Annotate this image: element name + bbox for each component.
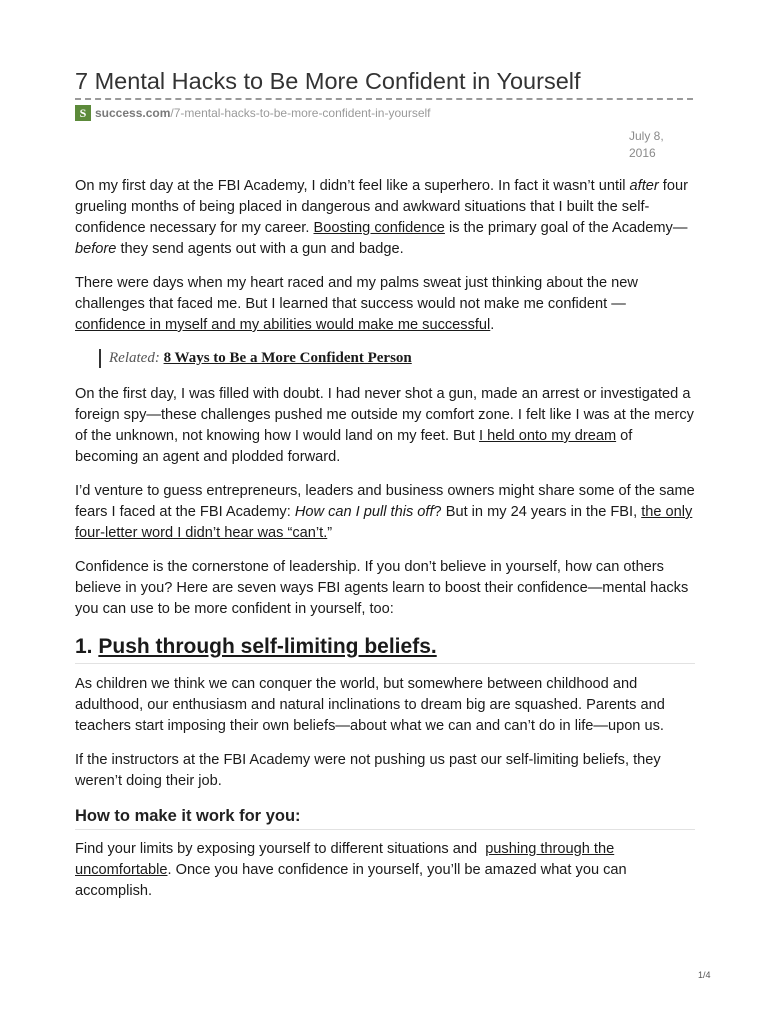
paragraph-8 xyxy=(75,839,695,902)
p4-text-c: ” xyxy=(327,525,333,541)
p4-italic-question: How can I pull this off xyxy=(294,504,434,520)
article-body xyxy=(75,176,695,915)
paragraph-7: If the instructors at the FBI Academy were not pushing us past our self-limiting beliefs, they weren’t doing their job. xyxy=(75,752,661,789)
p3-text-a: On the first day, I was filled with doubt. I had never shot a gun, made an arrest or investigated a foreign spy—these challenges pushed me outside my comfort zone. I felt like I was at the mercy of the unknown, not knowing how I would land on my feet. But xyxy=(75,386,694,444)
p2-text-a: There were days when my heart raced and my palms sweat just thinking about the new challenges that faced me. But I learned that success would not make me confident — xyxy=(75,275,638,312)
source-domain[interactable]: success.com xyxy=(95,106,171,120)
paragraph-4 xyxy=(75,481,695,544)
p4-text-a: I’d venture to guess entrepreneurs, leaders and business owners might share some of the same fears I faced at the FBI Academy: xyxy=(75,483,695,520)
related-callout xyxy=(99,349,695,368)
section-1-heading xyxy=(75,633,695,664)
paragraph-2 xyxy=(75,273,695,336)
p4-text-b: ? But in my 24 years in the FBI, xyxy=(433,504,642,520)
related-prefix: Related: xyxy=(109,350,160,366)
four-letter-word-link[interactable]: the only four-letter word I didn’t hear was “can’t. xyxy=(75,504,693,541)
subheading-how-to: How to make it work for you: xyxy=(75,805,695,830)
paragraph-6: As children we think we can conquer the world, but somewhere between childhood and adulthood, our enthusiasm and natural inclinations to dream big are squashed. Parents and teachers start imposing their own beliefs—about what we can and can’t do in life—upon us. xyxy=(75,676,665,734)
p1-text-c: is the primary goal of the Academy— xyxy=(444,220,688,236)
paragraph-1 xyxy=(75,176,695,260)
source-line xyxy=(75,104,431,122)
paragraph-5: Confidence is the cornerstone of leadership. If you don’t believe in yourself, how can others believe in you? Here are seven ways FBI agents learn to boost their confidence—mental hacks you can use to be more confident in yourself, too: xyxy=(75,559,689,617)
paragraph-3 xyxy=(75,384,695,468)
p1-italic-after: after xyxy=(629,178,659,194)
p1-text-a: On my first day at the FBI Academy, I didn’t feel like a superhero. In fact it wasn’t until xyxy=(75,178,630,194)
boosting-confidence-link[interactable]: Boosting confidence xyxy=(313,220,445,236)
date-month-day: July 8, xyxy=(629,129,664,143)
section-1-number: 1. xyxy=(75,635,99,658)
publish-date xyxy=(629,128,669,162)
p3-text-b: of becoming an agent and plodded forward. xyxy=(75,428,633,465)
success-logo-icon: S xyxy=(75,105,91,121)
section-1-heading-link[interactable]: Push through self-limiting beliefs. xyxy=(98,635,437,658)
page-number: 1/4 xyxy=(698,970,711,980)
page-title: 7 Mental Hacks to Be More Confident in Yourself xyxy=(75,66,693,100)
p8-text-b: . Once you have confidence in yourself, you’ll be amazed what you can accomplish. xyxy=(75,862,627,899)
p2-text-b: . xyxy=(490,317,495,333)
p8-text-a: Find your limits by exposing yourself to different situations and xyxy=(75,841,486,857)
p1-italic-before: before xyxy=(75,241,117,257)
p1-text-d: they send agents out with a gun and badge. xyxy=(116,241,404,257)
source-path[interactable]: /7-mental-hacks-to-be-more-confident-in-yourself xyxy=(170,106,431,120)
confidence-in-myself-link[interactable]: confidence in myself and my abilities would make me successful xyxy=(75,317,491,333)
date-year: 2016 xyxy=(629,146,656,160)
related-article-link[interactable]: 8 Ways to Be a More Confident Person xyxy=(163,350,412,366)
held-onto-dream-link[interactable]: I held onto my dream xyxy=(479,428,617,444)
pushing-through-link[interactable]: pushing through the uncomfortable xyxy=(75,841,615,878)
p1-text-b: four grueling months of being placed in dangerous and awkward situations that I built the self-confidence necessary for my career. xyxy=(75,178,688,236)
